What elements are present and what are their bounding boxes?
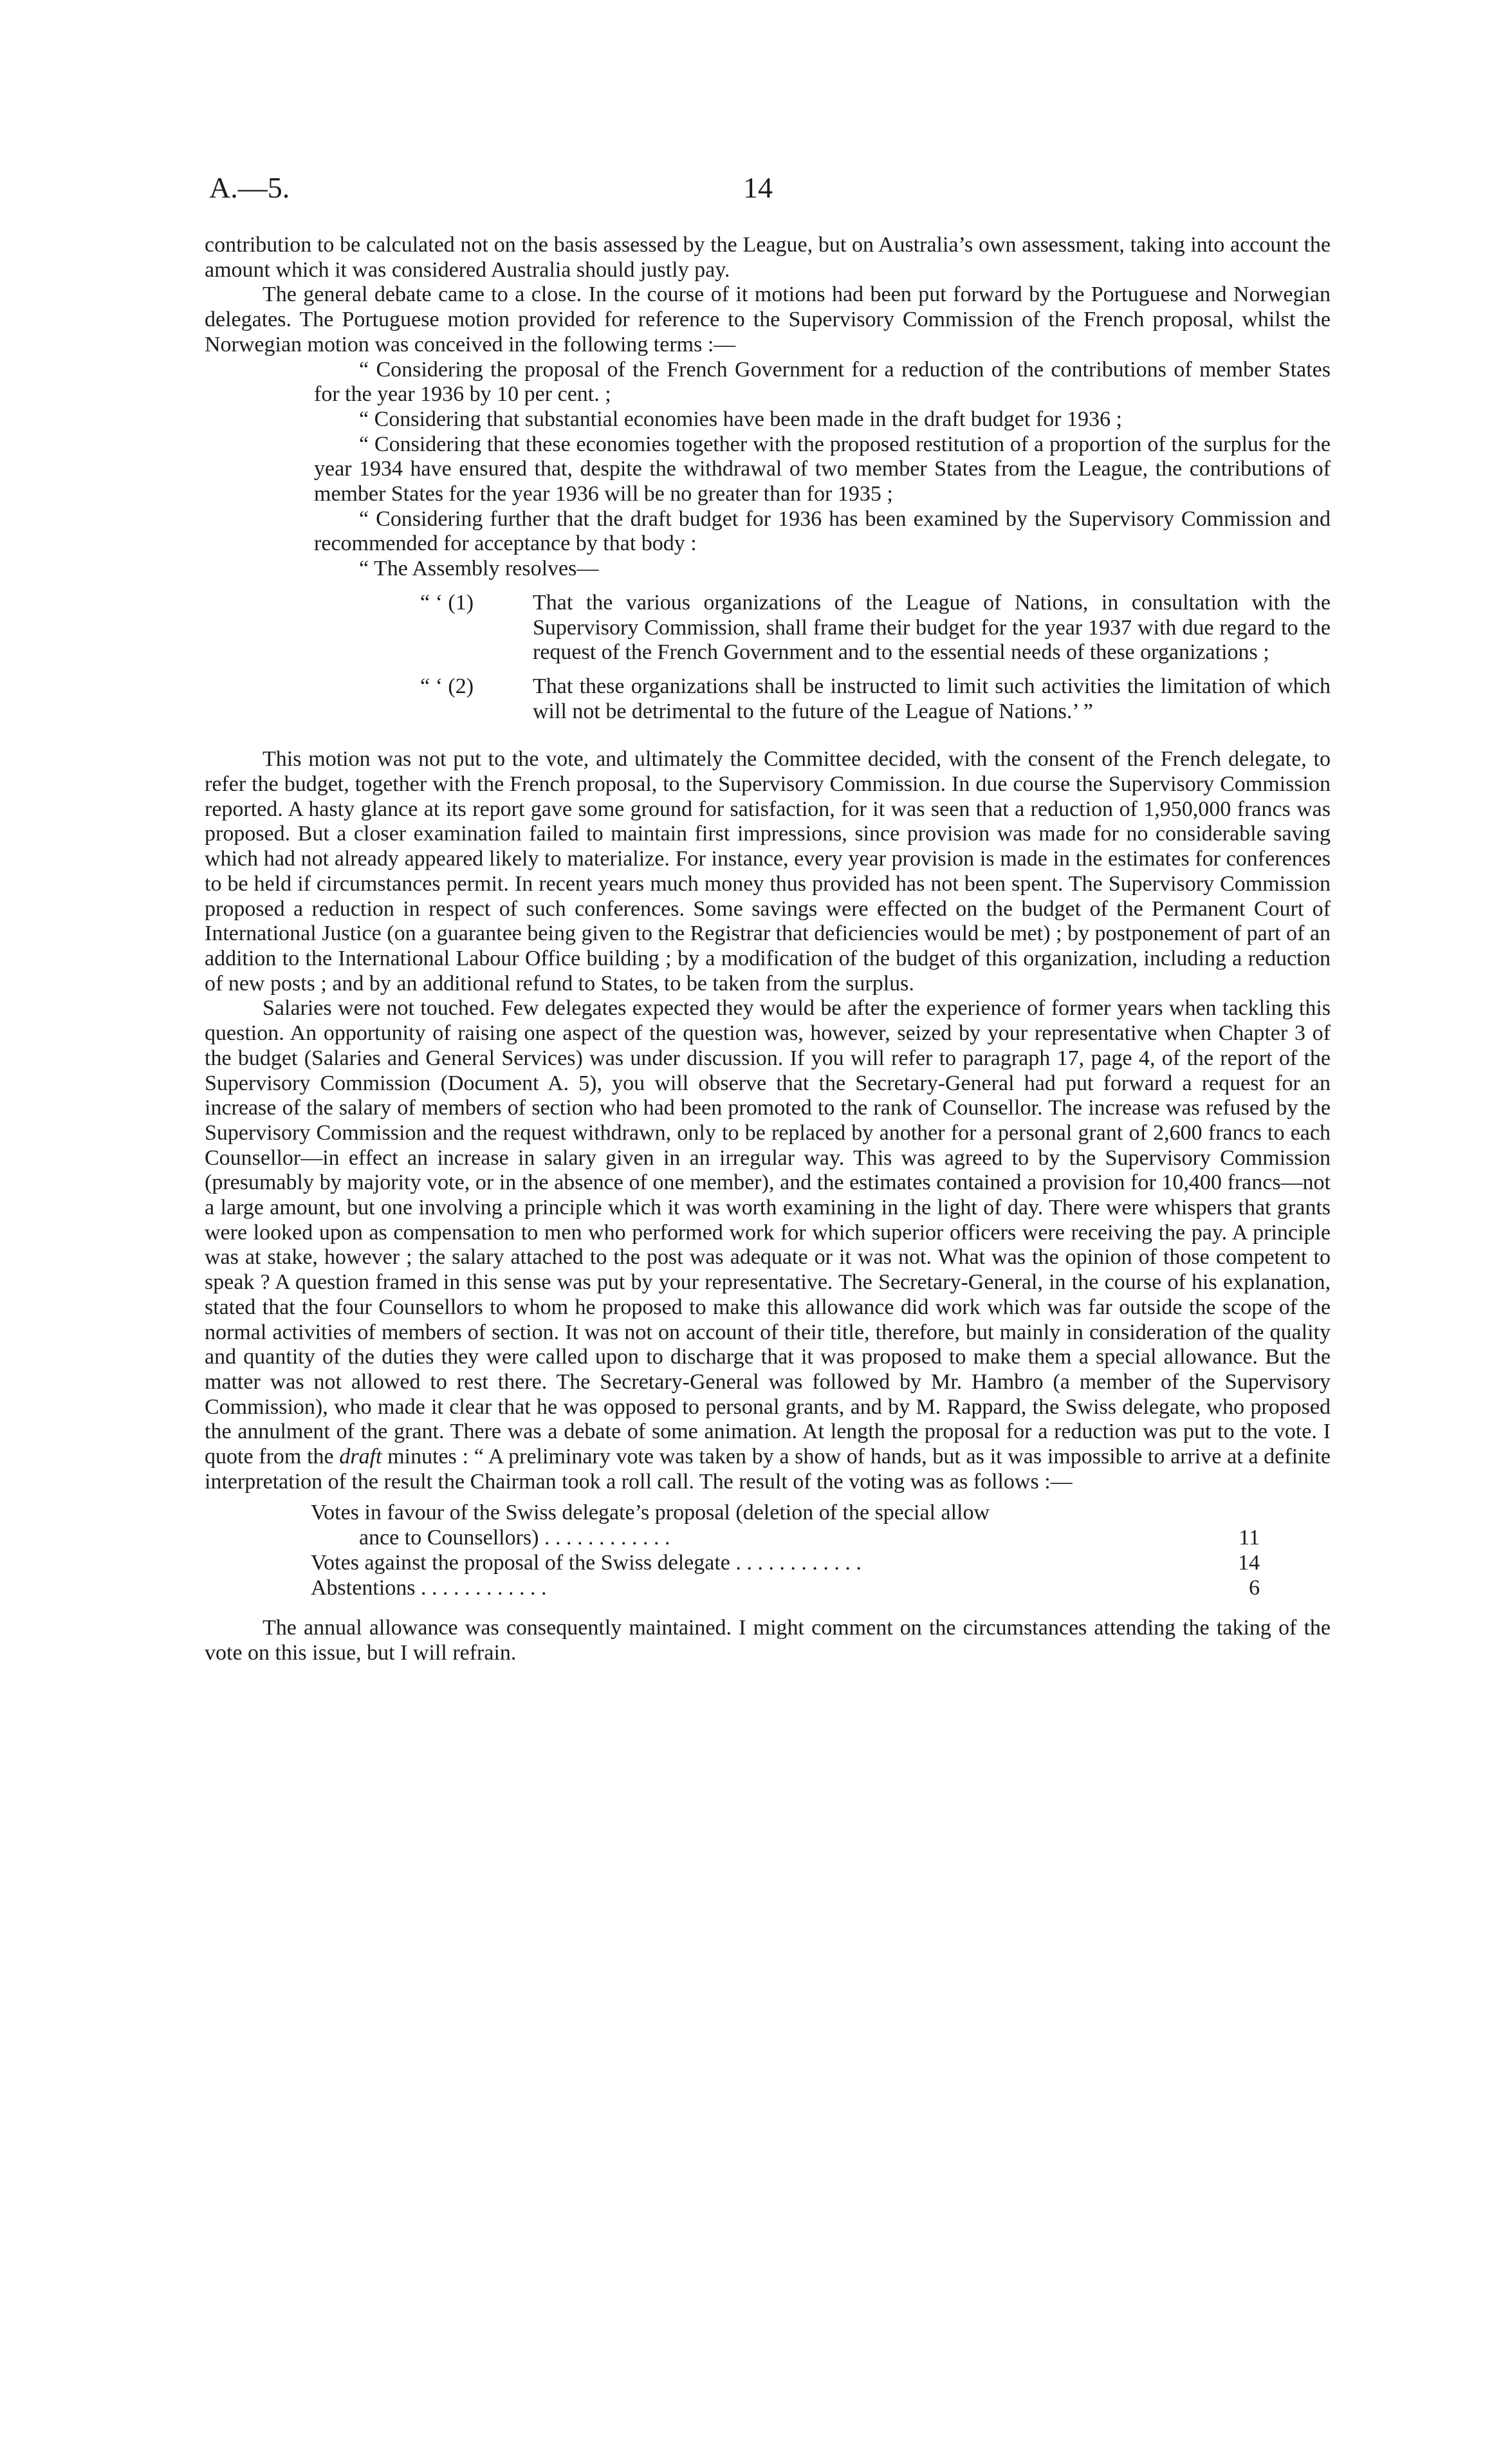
paragraph-motion-not-put: This motion was not put to the vote, and ultimately the Committee decided, with the consent of the French delegate, to refer the budget, together with the French proposal, to the Supervisory Commission. In due course the Supervisory Commission reported. A hasty glance at its report gave some ground for satisfaction, for it was seen that a reduction of 1,950,000 francs was proposed. But a closer examination failed to maintain first impressions, since provision was made for no considerable saving which had not already appeared likely to materialize. For instance, every year provision is made in the estimates for conferences to be held if circumstances permit. In recent years much money thus provided has not been spent. The Supervisory Commission proposed a reduction in respect of such conferences. Some savings were effected on the budget of the Permanent Court of International Justice (on a guarantee being given to the Registrar that deficiencies would be met) ; by postponement of part of an addition to the International Labour Office building ; by a modification of the budget of this organization, including a reduction of new posts ; and by an additional refund to States, to be taken from the surplus. bbox=[205, 747, 1331, 996]
paragraph-salaries bbox=[205, 996, 1331, 1494]
vote-favour-row bbox=[359, 1526, 1260, 1551]
vote-against-row bbox=[311, 1551, 1260, 1576]
quote-considering-economies: “ Considering that substantial economies have been made in the draft budget for 1936 ; bbox=[359, 407, 1122, 431]
vote-favour-value: 11 bbox=[1239, 1526, 1260, 1550]
vote-abstentions-label: Abstentions bbox=[311, 1575, 416, 1600]
quote-considering-draft-budget: “ Considering further that the draft budget for 1936 has been examined by the Supervisory Commission and recommended for acceptance by that body : bbox=[314, 506, 1331, 556]
leader-dots: . . . . . . . . . . . . bbox=[420, 1575, 547, 1600]
salaries-draft-word: draft bbox=[339, 1445, 382, 1469]
paragraph-continuation: contribution to be calculated not on the basis assessed by the League, but on Australia’s own assessment, taking into account the amount which it was considered Australia should justly pay. bbox=[205, 233, 1331, 282]
vote-favour-line2: ance to Counsellors) bbox=[359, 1526, 539, 1550]
leader-dots: . . . . . . . . . . . . bbox=[735, 1550, 862, 1575]
resolution-item-1-label: “ ‘ (1) bbox=[420, 590, 474, 615]
resolution-item-1-text: That the various organizations of the League of Nations, in consultation with the Supervisory Commission, shall frame their budget for the year 1937 with due regard to the request of the French Government and to the essential needs of these organizations ; bbox=[533, 590, 1331, 665]
resolution-item-2-text: That these organizations shall be instructed to limit such activities the limitation of which will not be detrimental to the future of the League of Nations.’ ” bbox=[533, 674, 1331, 723]
salaries-text-b: minutes : “ A preliminary vote was taken by a show of hands, but as it was impossible to arrive at a definite interpretation of the result the Chairman took a roll call. The result of the voting was as follows :— bbox=[205, 1445, 1331, 1494]
vote-favour-line1: Votes in favour of the Swiss delegate’s proposal (deletion of the special allow bbox=[311, 1501, 990, 1525]
vote-results bbox=[311, 1501, 1260, 1600]
vote-against-value: 14 bbox=[1238, 1550, 1260, 1575]
vote-abstentions-row bbox=[311, 1576, 1260, 1601]
quote-assembly-resolves: “ The Assembly resolves— bbox=[359, 557, 599, 581]
quote-considering-french-proposal: “ Considering the proposal of the French Government for a reduction of the contributions of member States for the year 1936 by 10 per cent. ; bbox=[314, 357, 1331, 407]
vote-abstentions-value: 6 bbox=[1249, 1575, 1260, 1600]
resolution-item-1 bbox=[420, 590, 1331, 665]
salaries-text-a: Salaries were not touched. Few delegates expected they would be after the experience of former years when tackling this question. An opportunity of raising one aspect of the question was, however, seized by your representative when Chapter 3 of the budget (Salaries and General Services) was under discussion. If you will refer to paragraph 17, page 4, of the report of the Supervisory Commission (Document A. 5), you will observe that the Secretary-General had put forward a request for an increase of the salary of members of section who had been promoted to the rank of Counsellor. The increase was refused by the Supervisory Commission and the request withdrawn, only to be replaced by another for a personal grant of 2,600 francs to each Counsellor—in effect an increase in salary given in an irregular way. This was agreed to by the Supervisory Commission (presumably by majority vote, or in the absence of one member), and the estimates contained a provision for 10,400 francs—not a large amount, but one involving a principle which it was worth examining in the light of day. There were whispers that grants were looked upon as compensation to men who performed work for which superior officers were receiving the pay. A principle was at stake, however ; the salary attached to the post was adequate or it was not. What was the opinion of those competent to speak ? A question framed in this sense was put by your representative. The Secretary-General, in the course of his explanation, stated that the four Counsellors to whom he proposed to make this allowance did work which was far outside the scope of the normal activities of members of section. It was not on account of their title, therefore, but mainly in consideration of the quality and quantity of the duties they were called upon to discharge that it was proposed to make them a special allowance. But the matter was not allowed to rest there. The Secretary-General was followed by Mr. Hambro (a member of the Supervisory Commission), who made it clear that he was opposed to personal grants, and by M. Rappard, the Swiss delegate, who proposed the annulment of the grant. There was a debate of some animation. At length the proposal for a reduction was put to the vote. I quote from the bbox=[205, 996, 1331, 1469]
body-text bbox=[205, 233, 1331, 1666]
page-number: 14 bbox=[743, 171, 773, 204]
paragraph-conclusion: The annual allowance was consequently maintained. I might comment on the circumstances attending the taking of the vote on this issue, but I will refrain. bbox=[205, 1616, 1331, 1665]
resolution-item-2 bbox=[420, 674, 1331, 724]
paragraph-general-debate: The general debate came to a close. In the course of it motions had been put forward by the Portuguese and Norwegian delegates. The Portuguese motion provided for reference to the Supervisory Commission of the French proposal, whilst the Norwegian motion was conceived in the following terms :— bbox=[205, 283, 1331, 357]
page-header bbox=[209, 171, 1335, 216]
quote-considering-restitution: “ Considering that these economies together with the proposed restitution of a proportion of the surplus for the year 1934 have ensured that, despite the withdrawal of two member States from the League, the contributions of member States for the year 1936 will be no greater than for 1935 ; bbox=[314, 432, 1331, 506]
vote-against-label: Votes against the proposal of the Swiss delegate bbox=[311, 1550, 730, 1575]
leader-dots: . . . . . . . . . . . . bbox=[544, 1526, 670, 1550]
resolution-item-2-label: “ ‘ (2) bbox=[420, 674, 474, 698]
document-code: A.—5. bbox=[209, 171, 290, 204]
